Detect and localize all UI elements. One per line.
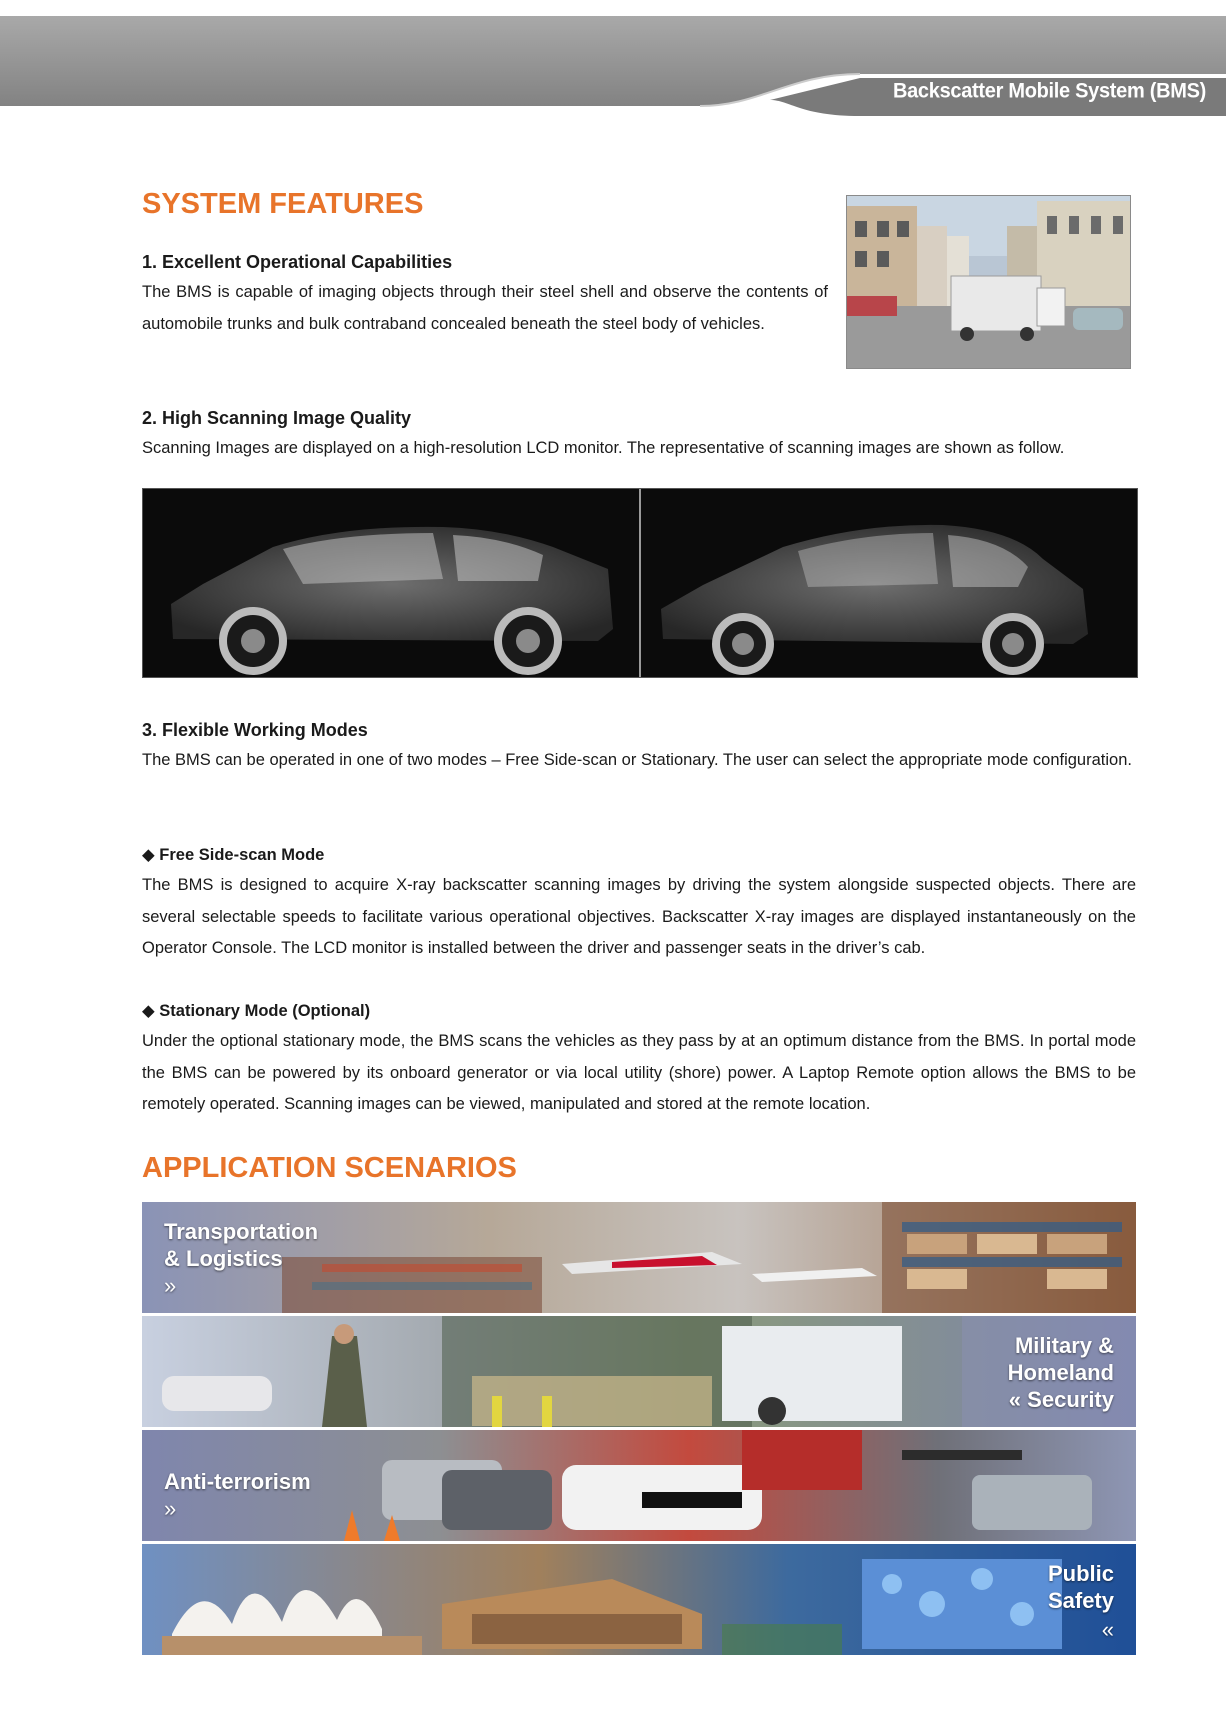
diamond-bullet-icon: ◆ [142,1002,155,1020]
feature-2-heading: 2. High Scanning Image Quality [142,408,412,428]
double-chevron-left-icon: « [1101,1617,1114,1642]
banner-public-safety [142,1544,1136,1655]
system-features-title: SYSTEM FEATURES [142,188,424,220]
banner-anti-terrorism [142,1430,1136,1541]
banner-line: Anti-terrorism [164,1469,311,1494]
mode-stationary-heading [142,1001,370,1021]
banner-line: Homeland [1007,1360,1114,1385]
page-header [0,0,1226,120]
feature-1-body: The BMS is capable of imaging objects through their steel shell and observe the contents of automobile trunks and bulk contraband concealed beneath the steel body of vehicles. [142,283,828,333]
banner-label-transportation [164,1218,318,1272]
banner-line: Military & [1014,1333,1114,1358]
document-title: Backscatter Mobile System (BMS) [892,79,1206,103]
banner-line: Transportation [164,1219,319,1244]
banner-transportation-logistics [142,1202,1136,1313]
feature-1-heading: 1. Excellent Operational Capabilities [142,252,453,272]
xray-hatchback-image [661,525,1088,671]
feature-3-body: The BMS can be operated in one of two modes – Free Side-scan or Stationary. The user can select the appropriate mode configuration. [142,751,1132,769]
xray-suv-image [171,527,613,671]
banner-line-text: Security [1027,1387,1114,1412]
double-chevron-right-icon: » [164,1496,177,1521]
mode-free-title: Free Side-scan Mode [159,846,325,864]
street-scene-photo [846,195,1131,369]
banner-military-homeland-security [142,1316,1136,1427]
banner-line [1008,1386,1114,1413]
application-scenarios-title: APPLICATION SCENARIOS [142,1152,517,1184]
xray-scan-images [142,488,1138,678]
mode-free-body: The BMS is designed to acquire X-ray backscatter scanning images by driving the system alongside suspected objects. There are several selectable speeds to facilitate various operational objectives. Backscatter X-ray images are displayed instantaneously on the Operator Console. The LCD monitor is installed between the driver and passenger seats in the driver’s cab. [142,876,1136,957]
feature-2-body: Scanning Images are displayed on a high-resolution LCD monitor. The representative of scanning images are shown as follow. [142,439,1065,457]
diamond-bullet-icon: ◆ [142,846,155,864]
banner-line: Safety [1047,1588,1114,1613]
double-chevron-right-icon: » [164,1273,177,1298]
mode-stationary-title: Stationary Mode (Optional) [159,1002,371,1020]
banner-line: Public [1047,1561,1114,1586]
feature-3-heading: 3. Flexible Working Modes [142,720,368,740]
banner-line: & Logistics [164,1246,283,1271]
mode-stationary-body: Under the optional stationary mode, the BMS scans the vehicles as they pass by at an optimum distance from the BMS. In portal mode the BMS can be powered by its onboard generator or via local utility (shore) power. A Laptop Remote option allows the BMS to be remotely operated. Scanning images can be viewed, manipulated and stored at the remote location. [142,1032,1136,1113]
banner-label-anti-terrorism [164,1468,311,1495]
xray-divider [639,489,641,677]
banner-label-military [1008,1332,1114,1413]
double-chevron-left-icon: « [1008,1387,1022,1412]
mode-free-heading [142,845,324,865]
banner-label-public-safety [1048,1560,1114,1614]
